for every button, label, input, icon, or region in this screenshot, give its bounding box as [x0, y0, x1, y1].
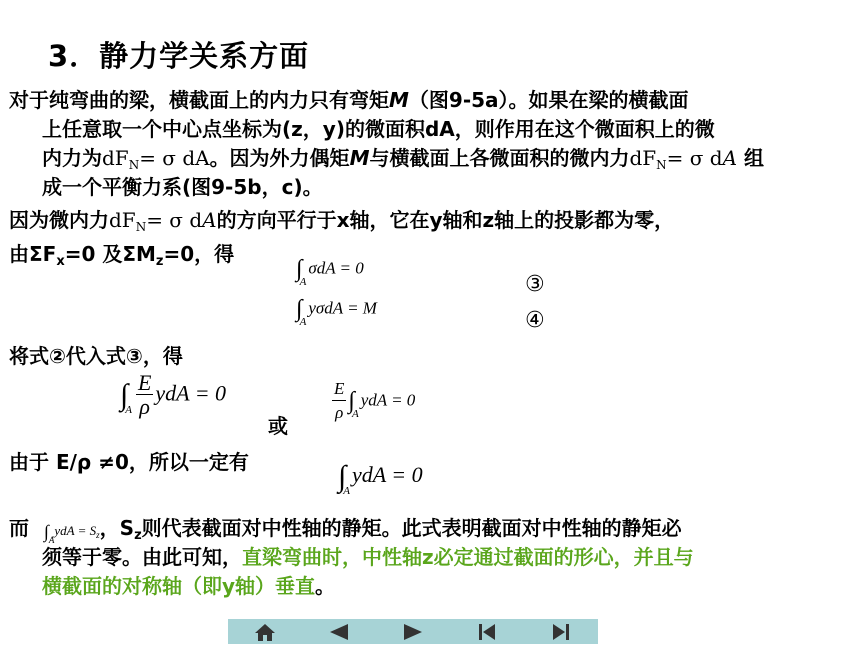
symbol-A: A — [202, 208, 217, 232]
previous-icon — [328, 622, 350, 642]
equation-fragment: = σ d — [146, 208, 203, 232]
conjunction-or: 或 — [268, 414, 288, 438]
paragraph-since: 由于 E/ρ ≠0，所以一定有 — [9, 450, 249, 474]
text: =0，得 — [163, 242, 235, 266]
symbol-M: M — [389, 88, 409, 112]
paragraph-substitute: 将式②代入式③，得 — [9, 344, 183, 368]
equation-body: yσdA = M — [308, 298, 377, 318]
symbol-dF: dF — [102, 146, 129, 170]
subscript-z: z — [134, 528, 142, 543]
highlighted-text: 横截面的对称轴（即y轴）垂直 — [42, 574, 316, 598]
text: 的方向平行于x轴，它在y轴和z轴上的投影都为零， — [216, 208, 675, 232]
integral-sign: ∫ — [120, 378, 129, 412]
integral-limit: A — [299, 276, 307, 289]
integral-limit: A — [48, 535, 55, 545]
paragraph-static-moment-line3 — [42, 572, 335, 601]
last-icon — [550, 622, 572, 642]
equation-fragment: = σ d — [666, 146, 723, 170]
equation-3 — [296, 256, 364, 288]
fraction-numerator: E — [137, 370, 152, 395]
text: 而 — [9, 516, 29, 540]
paragraph-projection — [9, 206, 674, 242]
fraction-denominator: ρ — [139, 394, 150, 419]
previous-slide-button[interactable] — [302, 619, 376, 644]
text: 因为微内力 — [9, 208, 109, 232]
equation-marker-4: ④ — [525, 308, 545, 333]
equation-marker-3: ③ — [525, 272, 545, 297]
home-button[interactable] — [228, 619, 302, 644]
subscript-N: N — [135, 220, 147, 234]
text: ）。如果在梁的横截面 — [498, 88, 689, 112]
slide-navigation-toolbar — [228, 619, 598, 644]
equation-5 — [120, 372, 226, 419]
equation-7 — [338, 460, 423, 497]
text: 组 — [737, 146, 765, 170]
text: 。 — [315, 574, 336, 598]
text: 须等于零。由此可知， — [42, 545, 242, 569]
page-title: 3．静力学关系方面 — [48, 39, 310, 73]
fraction-denominator: ρ — [335, 403, 344, 422]
subscript-z: z — [96, 530, 100, 540]
text: =0 及ΣM — [64, 242, 156, 266]
equation-6 — [330, 378, 415, 425]
text: 由ΣF — [9, 242, 57, 266]
subscript-N: N — [656, 158, 667, 172]
paragraph-intro-line4: 成一个平衡力系(图9-5b，c)。 — [42, 175, 323, 199]
symbol-dF: dF — [629, 146, 657, 170]
integral-sign: ∫ — [348, 388, 355, 414]
paragraph-intro-line2: 上任意取一个中心点坐标为(z，y)的微面积dA，则作用在这个微面积上的微 — [42, 117, 715, 141]
first-icon — [476, 622, 498, 642]
integral-sign: ∫ — [338, 460, 347, 493]
text: 对于纯弯曲的梁，横截面上的内力只有弯矩 — [9, 88, 389, 112]
figure-ref: 9-5a — [448, 88, 499, 112]
text: 与横截面上各微面积的微内力 — [369, 146, 630, 170]
integral-limit: A — [343, 485, 350, 498]
text: 。因为外力偶矩 — [209, 146, 350, 170]
symbol-dF: dF — [109, 208, 136, 232]
subscript-N: N — [128, 158, 140, 172]
equation-body: ydA = S — [54, 523, 97, 538]
text: （图 — [408, 88, 449, 112]
integral-limit: A — [299, 316, 307, 329]
integral-limit: A — [351, 408, 359, 421]
equation-fragment: = σ dA — [139, 146, 210, 170]
equation-body: ydA = 0 — [351, 462, 423, 488]
equation-4 — [296, 296, 377, 328]
equation-body: σdA = 0 — [308, 258, 364, 278]
last-slide-button[interactable] — [524, 619, 598, 644]
home-icon — [254, 622, 276, 642]
subscript-z: z — [155, 254, 164, 269]
fraction-numerator: E — [332, 378, 346, 401]
equation-body: ydA = 0 — [155, 380, 227, 406]
first-slide-button[interactable] — [450, 619, 524, 644]
integral-sign: ∫ — [296, 296, 303, 322]
symbol-M: M — [349, 146, 370, 170]
text: 内力为 — [42, 146, 102, 170]
next-slide-button[interactable] — [376, 619, 450, 644]
integral-sign: ∫ — [43, 521, 49, 542]
paragraph-intro-line1 — [9, 86, 689, 115]
subscript-x: x — [56, 254, 65, 269]
equation-body: ydA = 0 — [360, 390, 416, 410]
symbol-A: A — [722, 146, 738, 170]
paragraph-static-moment-line2 — [42, 543, 694, 572]
text: ，S — [99, 516, 135, 540]
next-icon — [402, 622, 424, 642]
text: 则代表截面对中性轴的静矩。此式表明截面对中性轴的静矩必 — [141, 516, 682, 540]
paragraph-equilibrium — [9, 240, 234, 276]
integral-limit: A — [125, 403, 132, 416]
highlighted-text: 直梁弯曲时，中性轴z必定通过截面的形心，并且与 — [242, 545, 694, 569]
inline-equation — [43, 521, 100, 545]
integral-sign: ∫ — [296, 256, 303, 282]
